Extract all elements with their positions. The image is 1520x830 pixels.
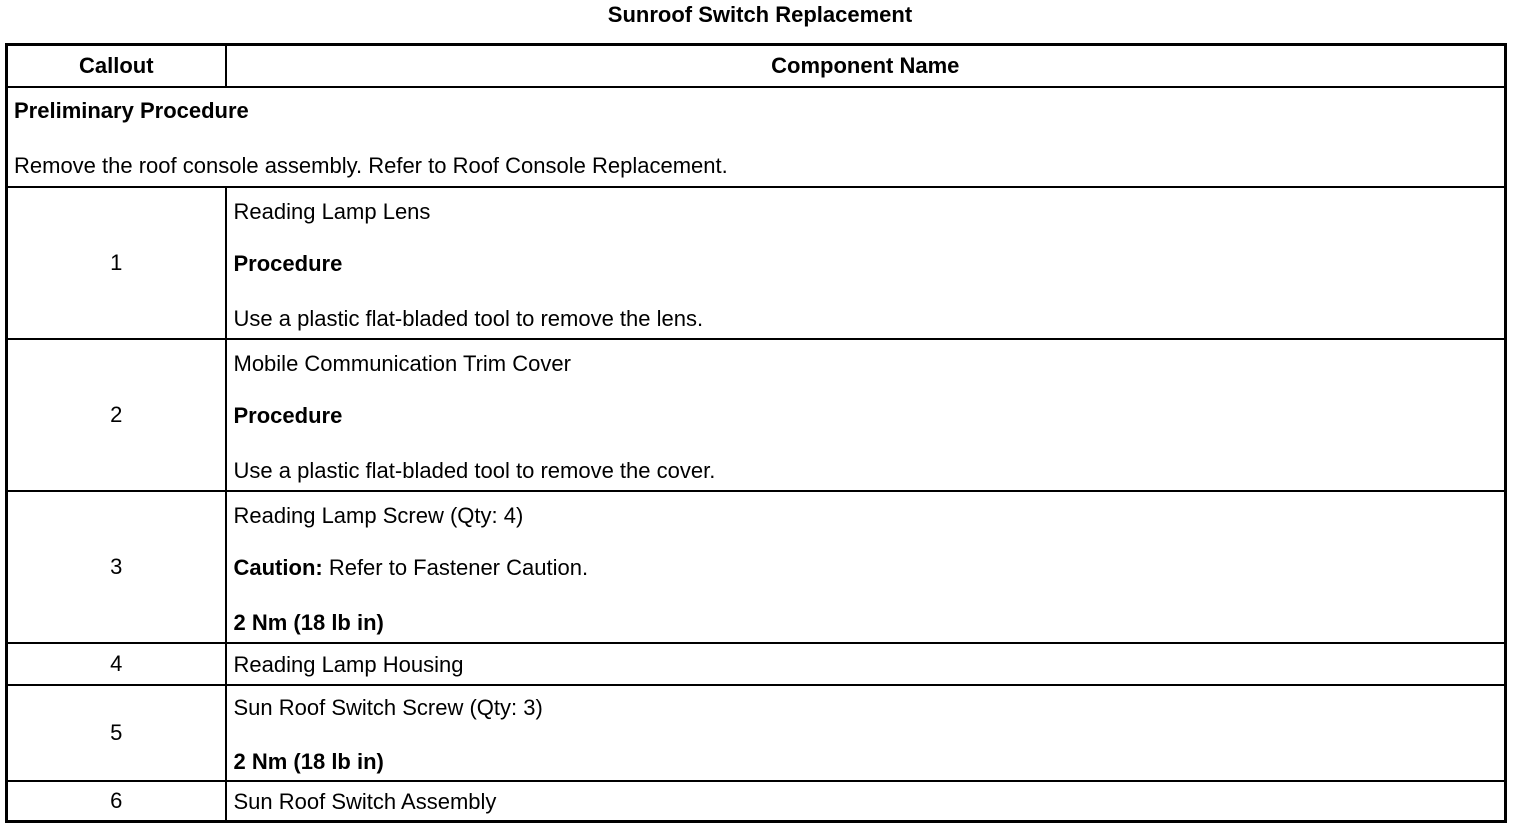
component-cell xyxy=(226,643,1506,685)
table-row xyxy=(7,685,1506,781)
component-cell xyxy=(226,187,1506,339)
component-cell xyxy=(226,339,1506,491)
table-row xyxy=(7,491,1506,643)
callout-number: 3 xyxy=(7,491,226,643)
callout-number: 6 xyxy=(7,781,226,822)
procedure-text: Use a plastic flat-bladed tool to remove the cover. xyxy=(233,457,716,483)
procedure-text: Use a plastic flat-bladed tool to remove the lens. xyxy=(233,305,704,331)
document-title: Sunroof Switch Replacement xyxy=(607,2,913,27)
table-header-row xyxy=(7,45,1506,88)
table-row xyxy=(7,187,1506,339)
preliminary-text: Remove the roof console assembly. Refer to Roof Console Replacement. xyxy=(14,153,728,178)
component-name: Reading Lamp Lens xyxy=(233,198,431,224)
component-name: Sun Roof Switch Assembly xyxy=(233,789,497,814)
header-component-name: Component Name xyxy=(226,45,1506,88)
caution-text: Refer to Fastener Caution. xyxy=(322,554,589,580)
torque-spec: 2 Nm (18 lb in) xyxy=(233,609,384,635)
component-name: Sun Roof Switch Screw (Qty: 3) xyxy=(233,695,543,720)
table-row xyxy=(7,643,1506,685)
table-row xyxy=(7,339,1506,491)
table-row xyxy=(7,781,1506,822)
component-table xyxy=(5,43,1507,823)
procedure-label: Procedure xyxy=(233,250,343,276)
callout-number: 1 xyxy=(7,187,226,339)
torque-spec: 2 Nm (18 lb in) xyxy=(233,749,384,774)
component-cell xyxy=(226,491,1506,643)
component-cell xyxy=(226,781,1506,822)
callout-number: 4 xyxy=(7,643,226,685)
component-name: Reading Lamp Screw (Qty: 4) xyxy=(233,502,524,528)
preliminary-cell xyxy=(7,87,1506,187)
preliminary-row xyxy=(7,87,1506,187)
component-name: Mobile Communication Trim Cover xyxy=(233,350,571,376)
preliminary-heading: Preliminary Procedure xyxy=(14,98,249,123)
caution-line xyxy=(234,540,1498,595)
callout-number: 2 xyxy=(7,339,226,491)
caution-label: Caution: xyxy=(233,554,323,580)
procedure-label: Procedure xyxy=(233,402,343,428)
component-cell xyxy=(226,685,1506,781)
component-name: Reading Lamp Housing xyxy=(233,652,464,677)
callout-number: 5 xyxy=(7,685,226,781)
header-callout: Callout xyxy=(7,45,226,88)
